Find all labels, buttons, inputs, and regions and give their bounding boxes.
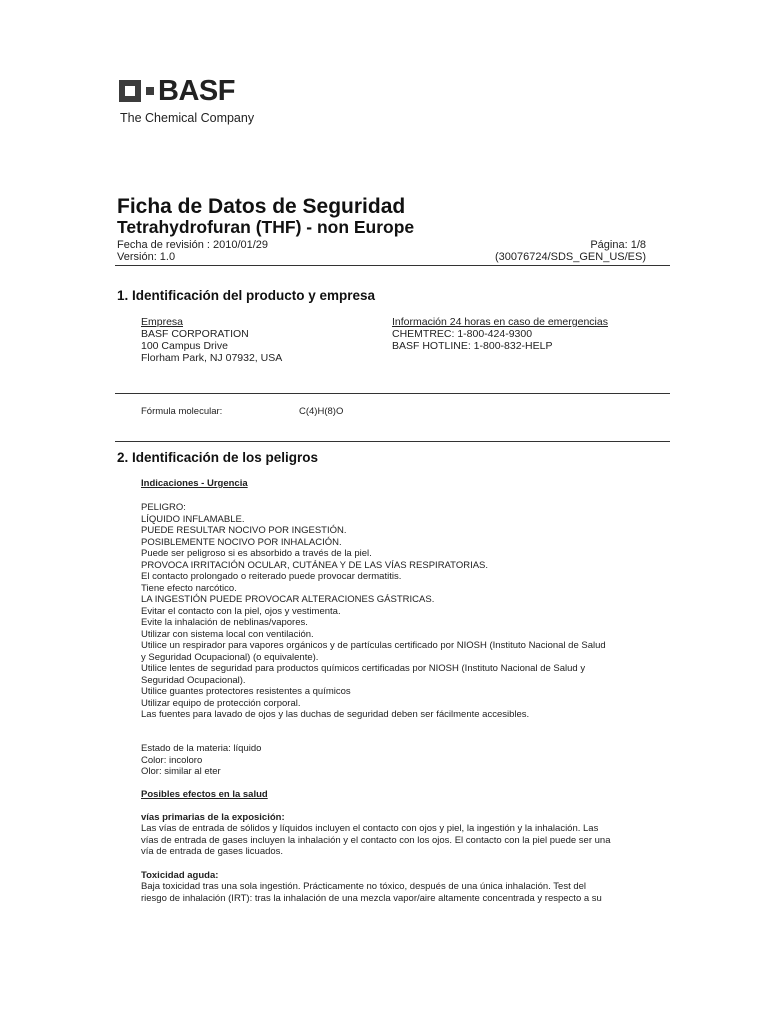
- company-block: [141, 316, 282, 364]
- toxicity-label: Toxicidad aguda:: [141, 870, 219, 881]
- exposure-block: [141, 823, 671, 858]
- exposure-line: vía de entrada de gases licuados.: [141, 846, 284, 857]
- section1-heading: 1. Identificación del producto y empresa: [117, 288, 376, 303]
- toxicity-line: riesgo de inhalación (IRT): tras la inhalación de una mezcla vapor/aire altamente concentrada y respecto a su: [141, 892, 602, 904]
- document-title: Ficha de Datos de Seguridad: [117, 195, 406, 218]
- urgency-line: Evitar el contacto con la piel, ojos y vestimenta.: [141, 605, 341, 617]
- state-line: Estado de la materia: líquido: [141, 743, 262, 754]
- exposure-label: vías primarias de la exposición:: [141, 812, 285, 823]
- header-divider: [115, 265, 670, 266]
- emergency-block: [392, 316, 608, 352]
- state-line: Color: incoloro: [141, 754, 203, 766]
- page-number: Página: 1/8: [590, 239, 646, 251]
- emergency-label: Información 24 horas en caso de emergencias: [392, 316, 608, 328]
- urgency-line: Las fuentes para lavado de ojos y las duchas de seguridad deben ser fácilmente accesibles.: [141, 709, 530, 720]
- urgency-line: POSIBLEMENTE NOCIVO POR INHALACIÓN.: [141, 536, 342, 548]
- revision-date: Fecha de revisión : 2010/01/29: [117, 239, 269, 251]
- company-label: Empresa: [141, 316, 184, 328]
- urgency-line: Tiene efecto narcótico.: [141, 582, 237, 594]
- toxicity-line: Baja toxicidad tras una sola ingestión. Prácticamente no tóxico, después de una única inhalación. Test del: [141, 881, 587, 892]
- company-line: 100 Campus Drive: [141, 340, 228, 352]
- urgency-line: LÍQUIDO INFLAMABLE.: [141, 513, 245, 525]
- version: Versión: 1.0: [117, 251, 176, 263]
- logo-dot-icon: [146, 87, 154, 95]
- urgency-line: Utilizar con sistema local con ventilación.: [141, 628, 314, 640]
- section2-heading: 2. Identificación de los peligros: [117, 450, 319, 465]
- physical-state-block: [141, 743, 671, 778]
- urgency-line: Utilice un respirador para vapores orgánicos y de partículas certificado por NIOSH (Instituto Nacional de Salud: [141, 640, 606, 651]
- section1-divider: [115, 393, 670, 394]
- document-id: (30076724/SDS_GEN_US/ES): [494, 251, 646, 263]
- urgency-line: PROVOCA IRRITACIÓN OCULAR, CUTÁNEA Y DE LAS VÍAS RESPIRATORIAS.: [141, 559, 489, 571]
- urgency-line: PELIGRO:: [141, 502, 186, 513]
- health-effects-label: Posibles efectos en la salud: [141, 789, 268, 800]
- urgency-line: Evite la inhalación de neblinas/vapores.: [141, 617, 308, 628]
- exposure-line: vías de entrada de gases incluyen la inhalación y el contacto con los ojos. El contacto con la piel puede ser una: [141, 834, 611, 846]
- urgency-line: Utilizar equipo de protección corporal.: [141, 697, 301, 709]
- urgency-line: Utilice guantes protectores resistentes a químicos: [141, 686, 351, 697]
- urgency-lines: [141, 502, 671, 721]
- logo-brand: BASF: [158, 75, 235, 107]
- urgency-label: Indicaciones - Urgencia: [141, 478, 248, 489]
- formula-label: Fórmula molecular:: [141, 406, 223, 417]
- toxicity-block: [141, 881, 671, 904]
- urgency-line: Seguridad Ocupacional).: [141, 674, 246, 686]
- urgency-line: y Seguridad Ocupacional) (o equivalente).: [141, 651, 319, 663]
- urgency-line: LA INGESTIÓN PUEDE PROVOCAR ALTERACIONES GÁSTRICAS.: [141, 594, 435, 605]
- urgency-line: Puede ser peligroso si es absorbido a través de la piel.: [141, 548, 372, 559]
- section2-divider: [115, 441, 670, 442]
- product-name: Tetrahydrofuran (THF) - non Europe: [117, 217, 415, 237]
- logo-tagline: The Chemical Company: [120, 111, 255, 125]
- emergency-line: BASF HOTLINE: 1-800-832-HELP: [392, 340, 553, 352]
- company-line: BASF CORPORATION: [141, 328, 249, 340]
- exposure-line: Las vías de entrada de sólidos y líquidos incluyen el contacto con ojos y piel, la ingestión y la inhalación. Las: [141, 823, 599, 834]
- emergency-line: CHEMTREC: 1-800-424-9300: [392, 328, 533, 340]
- state-line: Olor: similar al eter: [141, 766, 221, 777]
- formula-value: C(4)H(8)O: [299, 406, 344, 417]
- urgency-line: Utilice lentes de seguridad para productos químicos certificadas por NIOSH (Instituto Nacional de Salud y: [141, 663, 586, 674]
- logo-square-icon: [119, 80, 141, 102]
- company-line: Florham Park, NJ 07932, USA: [141, 352, 283, 364]
- urgency-line: PUEDE RESULTAR NOCIVO POR INGESTIÓN.: [141, 525, 347, 536]
- urgency-line: El contacto prolongado o reiterado puede provocar dermatitis.: [141, 571, 402, 582]
